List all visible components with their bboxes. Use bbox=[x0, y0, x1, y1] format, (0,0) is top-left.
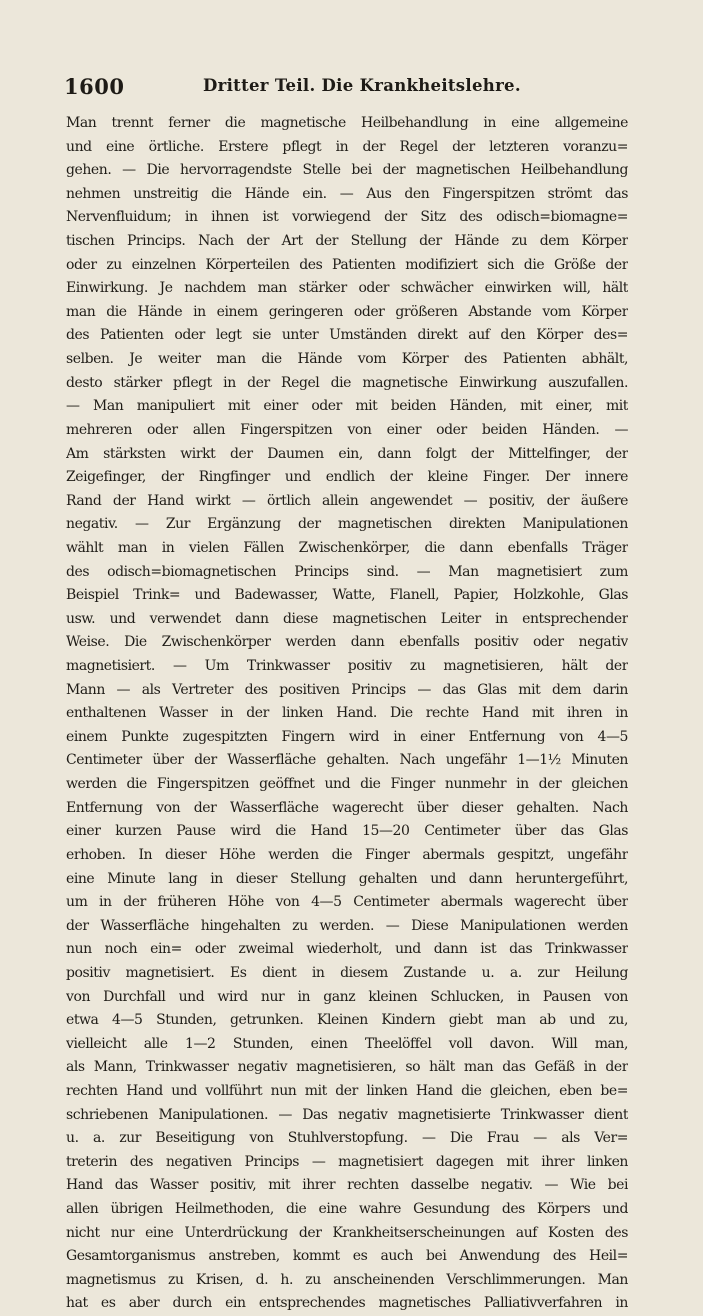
text-line: treterin des negativen Princips — magnetisiert dagegen mit ihrer linken bbox=[66, 1153, 628, 1170]
text-line: u. a. zur Beseitigung von Stuhlverstopfung. — Die Frau — als Ver= bbox=[66, 1130, 628, 1147]
text-line: rechten Hand und vollführt nun mit der linken Hand die gleichen, eben be= bbox=[66, 1082, 628, 1099]
text-line: werden die Fingerspitzen geöffnet und die Finger nunmehr in der gleichen bbox=[66, 776, 628, 793]
text-line: allen übrigen Heilmethoden, die eine wahre Gesundung des Körpers und bbox=[66, 1201, 628, 1218]
text-line: vielleicht alle 1—2 Stunden, einen Theelöffel voll davon. Will man, bbox=[66, 1035, 628, 1052]
text-line: gehen. — Die hervorragendste Stelle bei der magnetischen Heilbehandlung bbox=[66, 162, 628, 179]
text-line: der Wasserfläche hingehalten zu werden. — Diese Manipulationen werden bbox=[66, 917, 628, 934]
text-line: des odisch=biomagnetischen Princips sind. — Man magnetisiert zum bbox=[66, 563, 628, 580]
text-line: wählt man in vielen Fällen Zwischenkörper, die dann ebenfalls Träger bbox=[66, 539, 628, 556]
text-line: selben. Je weiter man die Hände vom Körper des Patienten abhält, bbox=[66, 351, 628, 368]
text-line: negativ. — Zur Ergänzung der magnetischen direkten Manipulationen bbox=[66, 516, 628, 533]
text-line: oder zu einzelnen Körperteilen des Patienten modifiziert sich die Größe der bbox=[66, 256, 628, 273]
text-line: schriebenen Manipulationen. — Das negativ magnetisierte Trinkwasser dient bbox=[66, 1106, 628, 1123]
text-line: Einwirkung. Je nachdem man stärker oder schwächer einwirken will, hält bbox=[66, 280, 628, 297]
body-text bbox=[66, 112, 628, 1316]
page-number: 1600 bbox=[64, 74, 125, 99]
text-line: Weise. Die Zwischenkörper werden dann ebenfalls positiv oder negativ bbox=[66, 634, 628, 651]
text-line: Beispiel Trink= und Badewasser, Watte, Flanell, Papier, Holzkohle, Glas bbox=[66, 587, 628, 604]
text-line: positiv magnetisiert. Es dient in diesem Zustande u. a. zur Heilung bbox=[66, 964, 628, 981]
text-line: eine Minute lang in dieser Stellung gehalten und dann heruntergeführt, bbox=[66, 870, 628, 887]
text-line: Zeigefinger, der Ringfinger und endlich der kleine Finger. Der innere bbox=[66, 469, 628, 486]
text-line: etwa 4—5 Stunden, getrunken. Kleinen Kindern giebt man ab und zu, bbox=[66, 1012, 628, 1029]
text-line: hat es aber durch ein entsprechendes magnetisches Palliativverfahren in bbox=[66, 1295, 628, 1312]
text-line: Rand der Hand wirkt — örtlich allein angewendet — positiv, der äußere bbox=[66, 492, 628, 509]
text-line: Gesamtorganismus anstreben, kommt es auch bei Anwendung des Heil= bbox=[66, 1248, 628, 1265]
text-line: des Patienten oder legt sie unter Umständen direkt auf den Körper des= bbox=[66, 327, 628, 344]
text-line: tischen Princips. Nach der Art der Stellung der Hände zu dem Körper bbox=[66, 233, 628, 250]
text-line: desto stärker pflegt in der Regel die magnetische Einwirkung auszufallen. bbox=[66, 374, 628, 391]
text-line: einem Punkte zugespitzten Fingern wird in einer Entfernung von 4—5 bbox=[66, 728, 628, 745]
text-line: und eine örtliche. Erstere pflegt in der Regel der letzteren voranzu= bbox=[66, 138, 628, 155]
text-line: Mann — als Vertreter des positiven Princips — das Glas mit dem darin bbox=[66, 681, 628, 698]
text-line: nehmen unstreitig die Hände ein. — Aus den Fingerspitzen strömt das bbox=[66, 185, 628, 202]
text-line: als Mann, Trinkwasser negativ magnetisieren, so hält man das Gefäß in der bbox=[66, 1059, 628, 1076]
text-line: einer kurzen Pause wird die Hand 15—20 Centimeter über das Glas bbox=[66, 823, 628, 840]
text-line: Man trennt ferner die magnetische Heilbehandlung in eine allgemeine bbox=[66, 115, 628, 131]
text-line: Entfernung von der Wasserfläche wagerecht über dieser gehalten. Nach bbox=[66, 799, 628, 816]
running-head-title: Dritter Teil. Die Krankheitslehre. bbox=[203, 76, 521, 95]
text-line: magnetisiert. — Um Trinkwasser positiv zu magnetisieren, hält der bbox=[66, 658, 628, 675]
text-line: von Durchfall und wird nur in ganz kleinen Schlucken, in Pausen von bbox=[66, 988, 628, 1005]
text-line: Hand das Wasser positiv, mit ihrer rechten dasselbe negativ. — Wie bei bbox=[66, 1177, 628, 1194]
text-line: Centimeter über der Wasserfläche gehalten. Nach ungefähr 1—1½ Minuten bbox=[66, 752, 628, 769]
text-line: enthaltenen Wasser in der linken Hand. Die rechte Hand mit ihren in bbox=[66, 705, 628, 722]
text-line: nun noch ein= oder zweimal wiederholt, und dann ist das Trinkwasser bbox=[66, 941, 628, 958]
text-line: erhoben. In dieser Höhe werden die Finger abermals gespitzt, ungefähr bbox=[66, 846, 628, 863]
text-line: Nervenfluidum; in ihnen ist vorwiegend der Sitz des odisch=biomagne= bbox=[66, 209, 628, 226]
text-line: nicht nur eine Unterdrückung der Krankheitserscheinungen auf Kosten des bbox=[66, 1224, 628, 1241]
text-line: um in der früheren Höhe von 4—5 Centimeter abermals wagerecht über bbox=[66, 894, 628, 911]
text-line: Am stärksten wirkt der Daumen ein, dann folgt der Mittelfinger, der bbox=[66, 445, 628, 462]
text-line: — Man manipuliert mit einer oder mit beiden Händen, mit einer, mit bbox=[66, 398, 628, 415]
text-line: man die Hände in einem geringeren oder größeren Abstande vom Körper bbox=[66, 303, 628, 320]
text-line: magnetismus zu Krisen, d. h. zu anscheinenden Verschlimmerungen. Man bbox=[66, 1271, 628, 1288]
text-line: mehreren oder allen Fingerspitzen von einer oder beiden Händen. — bbox=[66, 421, 628, 438]
text-line: usw. und verwendet dann diese magnetischen Leiter in entsprechender bbox=[66, 610, 628, 627]
running-head bbox=[64, 74, 634, 100]
